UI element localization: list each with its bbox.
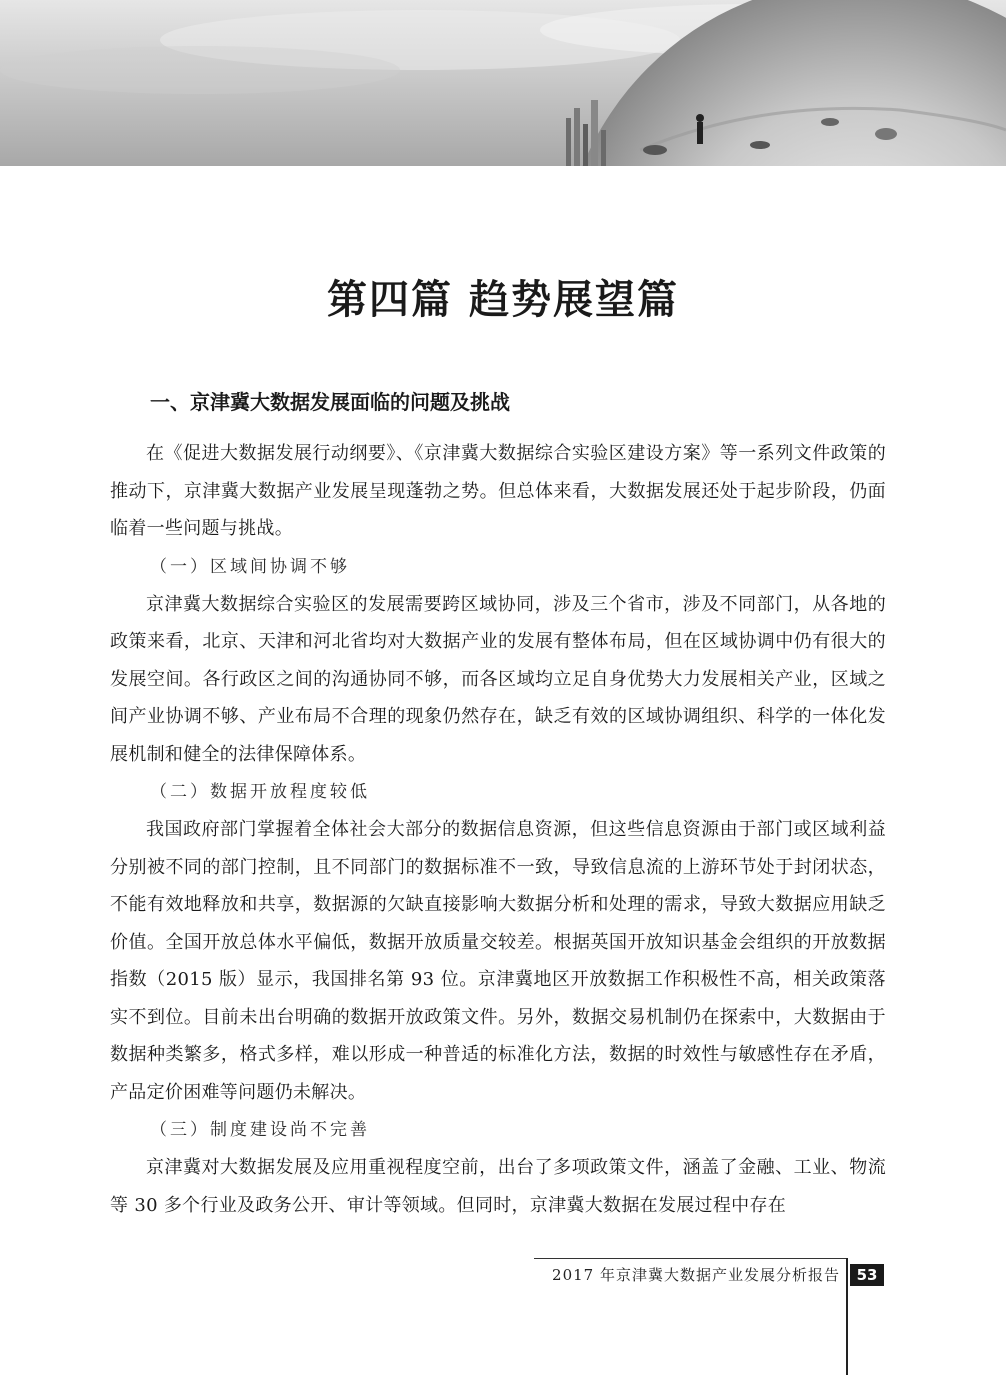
header-banner [0, 0, 1006, 166]
subsection-paragraph-3: 京津冀对大数据发展及应用重视程度空前，出台了多项政策文件，涵盖了金融、工业、物流等 30 多个行业及政务公开、审计等领域。但同时，京津冀大数据在发展过程中存在 [110, 1157, 886, 1216]
section-heading: 一、京津冀大数据发展面临的问题及挑战 [150, 390, 510, 414]
subsection-heading-1: （一）区域间协调不够 [150, 556, 350, 577]
footer-vertical-line [846, 1258, 848, 1375]
subsection-paragraph-1: 京津冀大数据综合实验区的发展需要跨区域协同，涉及三个省市，涉及不同部门，从各地的政策来看，北京、天津和河北省均对大数据产业的发展有整体布局，但在区域协调中仍有很大的发展空间。各行政区之间的沟通协同不够，而各区域均立足自身优势大力发展相关产业，区域之间产业协调不够、产业布局不合理的现象仍然存在，缺乏有效的区域协调组织、科学的一体化发展机制和健全的法律保障体系。 [110, 593, 886, 765]
page-title: 第四篇 趋势展望篇 [327, 277, 679, 323]
intro-paragraph: 在《促进大数据发展行动纲要》、《京津冀大数据综合实验区建设方案》等一系列文件政策的推动下，京津冀大数据产业发展呈现蓬勃之势。但总体来看，大数据发展还处于起步阶段，仍面临着一些问题与挑战。 [110, 443, 886, 539]
globe-business-banner-icon [0, 0, 1006, 166]
footer-rule [534, 1258, 846, 1259]
main-content [110, 383, 886, 1224]
footer-report-title: 2017 年京津冀大数据产业发展分析报告 [552, 1266, 840, 1284]
subsection-heading-3: （三）制度建设尚不完善 [150, 1120, 370, 1140]
page-number: 53 [850, 1264, 884, 1286]
subsection-heading-2: （二）数据开放程度较低 [150, 782, 370, 802]
subsection-paragraph-2: 我国政府部门掌握着全体社会大部分的数据信息资源，但这些信息资源由于部门或区域利益分别被不同的部门控制，且不同部门的数据标准不一致，导致信息流的上游环节处于封闭状态，不能有效地释放和共享，数据源的欠缺直接影响大数据分析和处理的需求，导致大数据应用缺乏价值。全国开放总体水平偏低，数据开放质量交较差。根据英国开放知识基金会组织的开放数据指数（2015 版）显示，我国排名第 93 位。京津冀地区开放数据工作积极性不高，相关政策落实不到位。目前未出台明确的数据开放政策文件。另外，数据交易机制仍在探索中，大数据由于数据种类繁多，格式多样，难以形成一种普适的标准化方法，数据的时效性与敏感性存在矛盾，产品定价困难等问题仍未解决。 [110, 819, 886, 1103]
